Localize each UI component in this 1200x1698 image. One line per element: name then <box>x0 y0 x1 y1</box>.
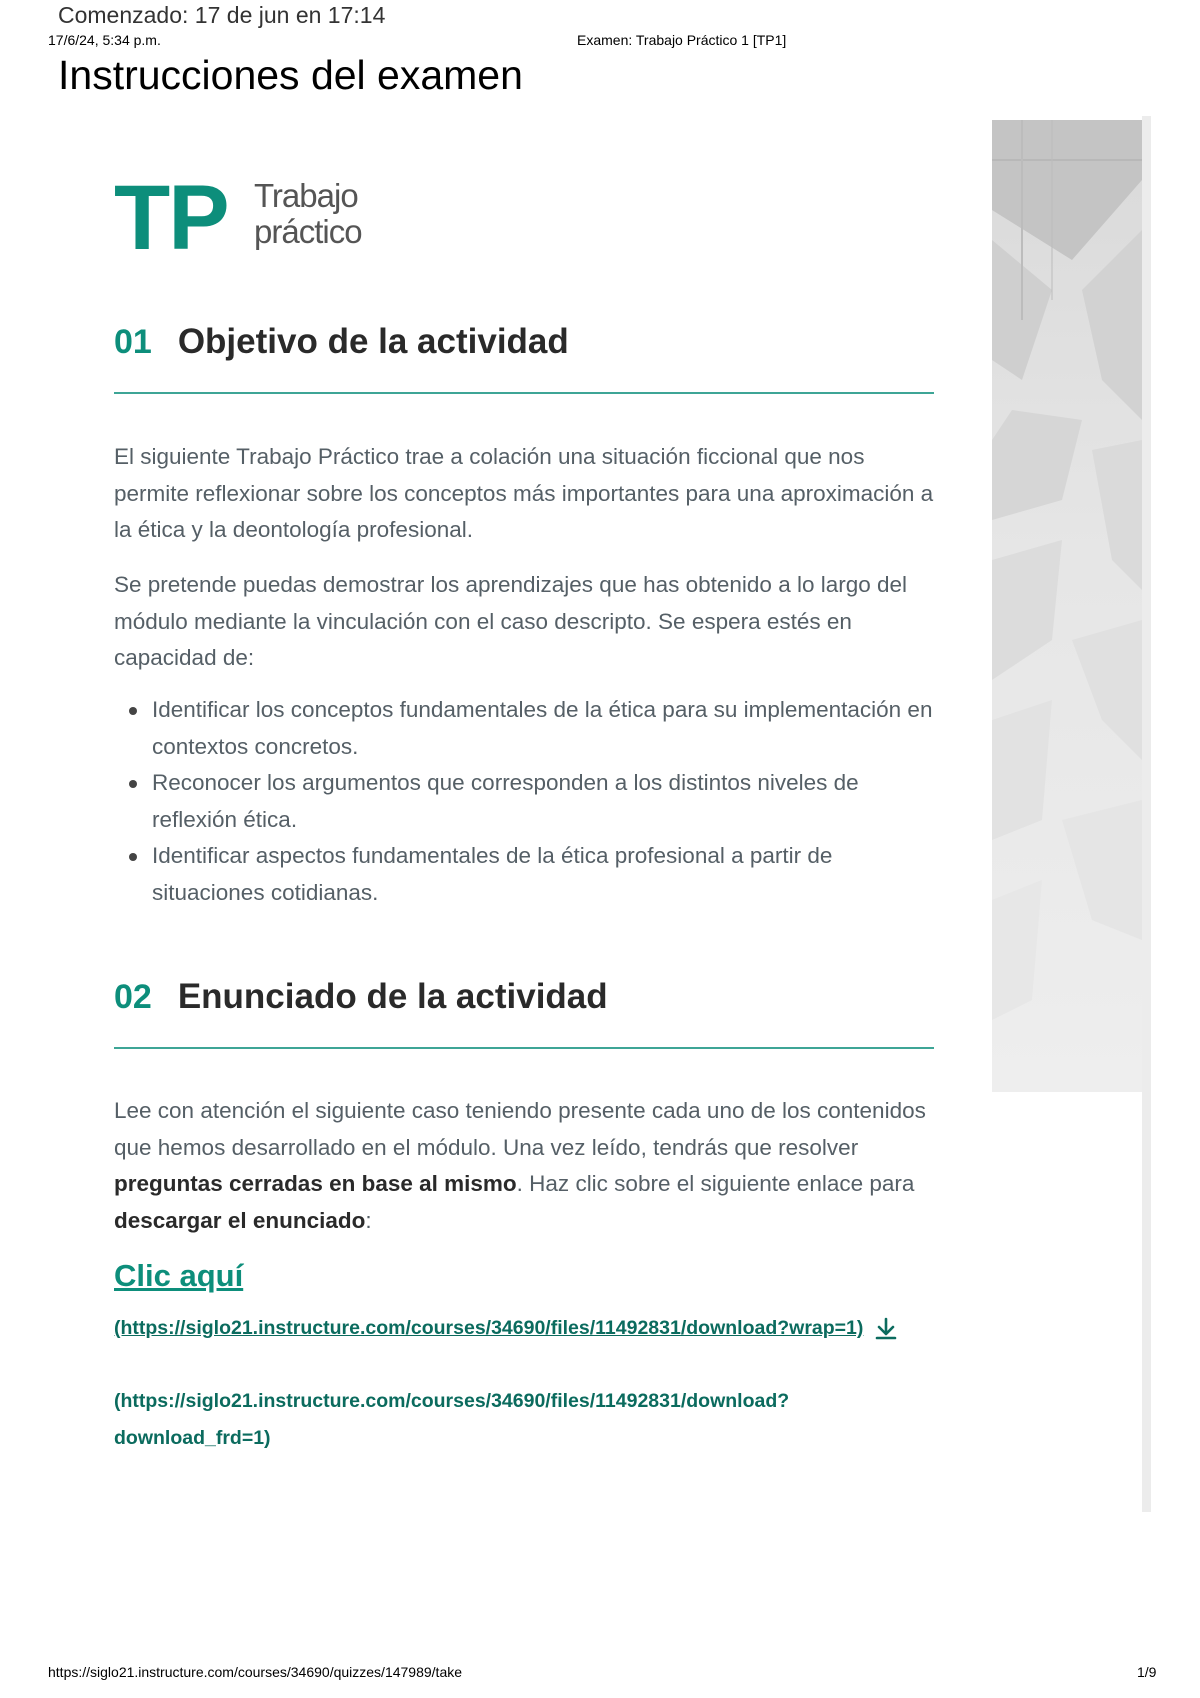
list-item: Identificar los conceptos fundamentales de la ética para su implementación en contextos concretos. <box>152 692 942 765</box>
section-number: 01 <box>114 323 152 361</box>
print-footer-url: https://siglo21.instructure.com/courses/34690/quizzes/147989/take <box>48 1664 463 1680</box>
tp-logo-line-1: Trabajo <box>254 177 358 214</box>
print-page-number: 1/9 <box>1137 1664 1157 1680</box>
section-statement-heading <box>114 977 934 1049</box>
section-title: Objetivo de la actividad <box>177 322 569 361</box>
tp-logo-mark: TP <box>114 167 228 269</box>
trabajo-practico-logo <box>114 167 414 269</box>
decorative-architecture-image <box>992 120 1142 1092</box>
statement-text-c: : <box>365 1207 372 1233</box>
statement-bold-b: descargar el enunciado <box>114 1207 366 1233</box>
file-link-text[interactable]: (https://siglo21.instructure.com/courses/34690/files/11492831/download?wrap=1) <box>114 1317 864 1339</box>
download-icon[interactable] <box>873 1316 899 1342</box>
tp-logo-line-2: práctico <box>254 213 362 250</box>
section-objective-heading <box>114 322 934 394</box>
tp-logo-text <box>254 178 362 250</box>
exam-instructions-title: Instrucciones del examen <box>58 52 523 98</box>
architecture-pattern-graphic <box>992 120 1142 1092</box>
print-page-title: Examen: Trabajo Práctico 1 [TP1] <box>577 32 787 48</box>
section-title: Enunciado de la actividad <box>177 977 608 1016</box>
file-link-url[interactable] <box>114 1310 914 1347</box>
statement-bold-a: preguntas cerradas en base al mismo <box>114 1171 517 1196</box>
list-item: Identificar aspectos fundamentales de la ética profesional a partir de situaciones cotidianas. <box>152 838 942 911</box>
objective-paragraph-2: Se pretende puedas demostrar los aprendizajes que has obtenido a lo largo del módulo mediante la vinculación con el caso descripto. Se espera estés en capacidad de: <box>114 572 908 670</box>
click-here-link[interactable]: Clic aquí <box>114 1258 244 1293</box>
section-number: 02 <box>114 978 152 1016</box>
scrollbar-track[interactable] <box>1142 116 1151 1512</box>
objectives-list <box>152 692 942 911</box>
print-date: 17/6/24, 5:34 p.m. <box>48 32 161 48</box>
statement-text-b: . Haz clic sobre el siguiente enlace para <box>516 1171 915 1196</box>
statement-paragraph <box>114 1093 934 1239</box>
download-link-url[interactable]: (https://siglo21.instructure.com/courses/34690/files/11492831/download?download_frd=1) <box>114 1390 790 1449</box>
list-item: Reconocer los argumentos que corresponden a los distintos niveles de reflexión ética. <box>152 765 942 838</box>
objective-paragraph-1: El siguiente Trabajo Práctico trae a colación una situación ficcional que nos permite reflexionar sobre los conceptos más importantes para una aproximación a la ética y la deontología profesional. <box>114 444 934 542</box>
started-timestamp: Comenzado: 17 de jun en 17:14 <box>58 2 386 28</box>
statement-text-a: Lee con atención el siguiente caso teniendo presente cada uno de los contenidos que hemos desarrollado en el módulo. Una vez leído, tendrás que resolver <box>114 1098 926 1160</box>
